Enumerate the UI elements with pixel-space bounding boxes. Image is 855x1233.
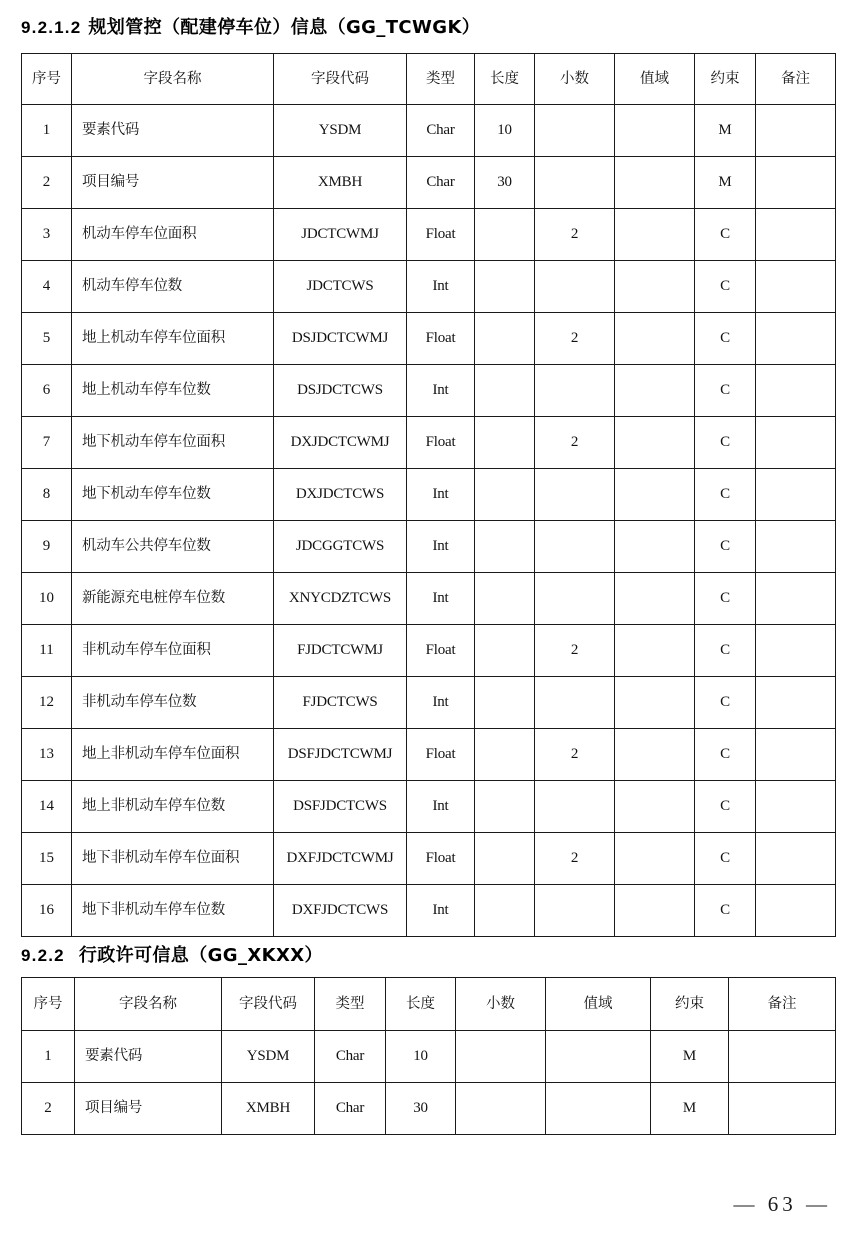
cell-length: [475, 885, 535, 937]
cell-type: Int: [407, 521, 475, 573]
spec-table-gg-xkxx: [21, 977, 836, 1135]
cell-length: 30: [386, 1083, 456, 1135]
cell-code: DXJDCTCWMJ: [274, 417, 407, 469]
cell-length: [475, 781, 535, 833]
cell-length: [475, 729, 535, 781]
cell-constraint: C: [695, 625, 756, 677]
cell-length: [475, 261, 535, 313]
cell-length: [475, 521, 535, 573]
cell-constraint: M: [695, 157, 756, 209]
cell-name: 地下非机动车停车位面积: [72, 833, 274, 885]
cell-constraint: C: [695, 729, 756, 781]
cell-name: 地上机动车停车位面积: [72, 313, 274, 365]
cell-domain: [615, 729, 695, 781]
cell-length: [475, 313, 535, 365]
cell-decimal: [535, 573, 615, 625]
col-header-domain: 值域: [615, 54, 695, 105]
table-row: [22, 573, 836, 625]
cell-remark: [756, 677, 836, 729]
cell-remark: [729, 1031, 836, 1083]
cell-domain: [615, 521, 695, 573]
table-row: [22, 1031, 836, 1083]
section-title: 规划管控（配建停车位）信息（GG_TCWGK）: [88, 17, 481, 38]
cell-length: [475, 833, 535, 885]
cell-seq: 6: [22, 365, 72, 417]
cell-name: 地下机动车停车位数: [72, 469, 274, 521]
cell-name: 要素代码: [75, 1031, 222, 1083]
cell-decimal: 2: [535, 417, 615, 469]
cell-decimal: 2: [535, 313, 615, 365]
cell-type: Float: [407, 833, 475, 885]
cell-constraint: C: [695, 313, 756, 365]
cell-type: Int: [407, 365, 475, 417]
cell-seq: 14: [22, 781, 72, 833]
cell-decimal: [535, 157, 615, 209]
cell-domain: [615, 209, 695, 261]
cell-type: Float: [407, 417, 475, 469]
cell-code: YSDM: [222, 1031, 315, 1083]
cell-type: Char: [315, 1031, 386, 1083]
cell-name: 项目编号: [72, 157, 274, 209]
cell-remark: [756, 833, 836, 885]
cell-remark: [756, 521, 836, 573]
cell-seq: 10: [22, 573, 72, 625]
table-row: [22, 261, 836, 313]
cell-seq: 13: [22, 729, 72, 781]
cell-name: 机动车停车位面积: [72, 209, 274, 261]
col-header-seq: 序号: [22, 978, 75, 1031]
cell-code: DXFJDCTCWS: [274, 885, 407, 937]
cell-length: [475, 625, 535, 677]
cell-constraint: C: [695, 833, 756, 885]
cell-code: DXJDCTCWS: [274, 469, 407, 521]
cell-decimal: [456, 1031, 546, 1083]
cell-code: DSFJDCTCWS: [274, 781, 407, 833]
cell-domain: [615, 417, 695, 469]
cell-remark: [756, 209, 836, 261]
cell-seq: 4: [22, 261, 72, 313]
cell-name: 非机动车停车位面积: [72, 625, 274, 677]
cell-code: JDCTCWMJ: [274, 209, 407, 261]
cell-remark: [756, 261, 836, 313]
cell-code: FJDCTCWS: [274, 677, 407, 729]
cell-domain: [615, 261, 695, 313]
cell-length: [475, 209, 535, 261]
cell-decimal: [456, 1083, 546, 1135]
cell-constraint: C: [695, 417, 756, 469]
cell-domain: [615, 833, 695, 885]
section-title: 行政许可信息（GG_XKXX）: [78, 945, 323, 966]
cell-decimal: [535, 105, 615, 157]
cell-remark: [756, 365, 836, 417]
col-header-decimal: 小数: [456, 978, 546, 1031]
cell-type: Float: [407, 729, 475, 781]
cell-decimal: [535, 677, 615, 729]
cell-decimal: [535, 469, 615, 521]
spec-table-gg-tcwgk: [21, 53, 836, 937]
cell-type: Char: [407, 105, 475, 157]
cell-remark: [756, 313, 836, 365]
cell-remark: [756, 573, 836, 625]
col-header-type: 类型: [315, 978, 386, 1031]
cell-type: Int: [407, 261, 475, 313]
cell-remark: [756, 105, 836, 157]
cell-code: DSJDCTCWMJ: [274, 313, 407, 365]
cell-decimal: 2: [535, 625, 615, 677]
table-row: [22, 833, 836, 885]
cell-code: DSJDCTCWS: [274, 365, 407, 417]
cell-type: Int: [407, 781, 475, 833]
col-header-constraint: 约束: [695, 54, 756, 105]
cell-remark: [756, 625, 836, 677]
table-row: [22, 313, 836, 365]
cell-decimal: 2: [535, 833, 615, 885]
col-header-remark: 备注: [756, 54, 836, 105]
col-header-length: 长度: [475, 54, 535, 105]
table-row: [22, 729, 836, 781]
cell-code: XMBH: [222, 1083, 315, 1135]
col-header-seq: 序号: [22, 54, 72, 105]
cell-type: Char: [315, 1083, 386, 1135]
cell-seq: 1: [22, 1031, 75, 1083]
cell-domain: [615, 677, 695, 729]
cell-constraint: C: [695, 573, 756, 625]
cell-name: 机动车公共停车位数: [72, 521, 274, 573]
cell-remark: [729, 1083, 836, 1135]
cell-name: 项目编号: [75, 1083, 222, 1135]
col-header-length: 长度: [386, 978, 456, 1031]
col-header-decimal: 小数: [535, 54, 615, 105]
cell-seq: 7: [22, 417, 72, 469]
cell-length: [475, 677, 535, 729]
cell-seq: 9: [22, 521, 72, 573]
cell-seq: 1: [22, 105, 72, 157]
cell-constraint: C: [695, 885, 756, 937]
cell-seq: 15: [22, 833, 72, 885]
col-header-type: 类型: [407, 54, 475, 105]
table-row: [22, 885, 836, 937]
cell-code: DXFJDCTCWMJ: [274, 833, 407, 885]
cell-length: [475, 417, 535, 469]
cell-code: JDCGGTCWS: [274, 521, 407, 573]
cell-decimal: [535, 885, 615, 937]
section-heading-9-2-2: [21, 941, 323, 967]
cell-constraint: M: [651, 1083, 729, 1135]
cell-name: 地上非机动车停车位面积: [72, 729, 274, 781]
cell-constraint: M: [695, 105, 756, 157]
cell-constraint: C: [695, 781, 756, 833]
cell-decimal: 2: [535, 729, 615, 781]
cell-length: [475, 365, 535, 417]
cell-name: 地下机动车停车位面积: [72, 417, 274, 469]
cell-decimal: [535, 781, 615, 833]
cell-type: Float: [407, 209, 475, 261]
cell-type: Char: [407, 157, 475, 209]
cell-domain: [615, 781, 695, 833]
table-header-row: [22, 54, 836, 105]
cell-type: Int: [407, 885, 475, 937]
cell-domain: [615, 573, 695, 625]
cell-remark: [756, 417, 836, 469]
cell-remark: [756, 469, 836, 521]
table-row: [22, 677, 836, 729]
cell-remark: [756, 885, 836, 937]
cell-seq: 12: [22, 677, 72, 729]
cell-decimal: [535, 521, 615, 573]
cell-code: XMBH: [274, 157, 407, 209]
cell-length: 10: [475, 105, 535, 157]
col-header-code: 字段代码: [274, 54, 407, 105]
cell-constraint: C: [695, 469, 756, 521]
cell-decimal: [535, 261, 615, 313]
cell-seq: 8: [22, 469, 72, 521]
table-row: [22, 417, 836, 469]
cell-type: Int: [407, 469, 475, 521]
cell-type: Int: [407, 573, 475, 625]
cell-domain: [615, 885, 695, 937]
col-header-constraint: 约束: [651, 978, 729, 1031]
cell-domain: [615, 365, 695, 417]
cell-type: Int: [407, 677, 475, 729]
cell-decimal: 2: [535, 209, 615, 261]
col-header-name: 字段名称: [75, 978, 222, 1031]
cell-code: FJDCTCWMJ: [274, 625, 407, 677]
cell-name: 地下非机动车停车位数: [72, 885, 274, 937]
table-row: [22, 157, 836, 209]
table-row: [22, 781, 836, 833]
col-header-domain: 值域: [546, 978, 651, 1031]
cell-constraint: C: [695, 365, 756, 417]
col-header-remark: 备注: [729, 978, 836, 1031]
table-row: [22, 365, 836, 417]
cell-name: 地上非机动车停车位数: [72, 781, 274, 833]
cell-remark: [756, 157, 836, 209]
cell-seq: 5: [22, 313, 72, 365]
cell-domain: [546, 1031, 651, 1083]
table-row: [22, 209, 836, 261]
section-number: 9.2.1.2: [21, 18, 82, 37]
cell-name: 机动车停车位数: [72, 261, 274, 313]
section-number: 9.2.2: [21, 946, 65, 965]
page-number-footer: — 63 —: [733, 1192, 831, 1216]
table-row: [22, 469, 836, 521]
section-heading-9-2-1-2: [21, 13, 480, 39]
col-header-code: 字段代码: [222, 978, 315, 1031]
cell-length: [475, 573, 535, 625]
cell-constraint: C: [695, 521, 756, 573]
table-row: [22, 625, 836, 677]
table-row: [22, 105, 836, 157]
cell-seq: 2: [22, 157, 72, 209]
cell-domain: [615, 157, 695, 209]
cell-type: Float: [407, 625, 475, 677]
cell-name: 地上机动车停车位数: [72, 365, 274, 417]
cell-length: [475, 469, 535, 521]
cell-name: 要素代码: [72, 105, 274, 157]
cell-length: 10: [386, 1031, 456, 1083]
cell-seq: 16: [22, 885, 72, 937]
cell-domain: [615, 469, 695, 521]
cell-domain: [615, 313, 695, 365]
cell-length: 30: [475, 157, 535, 209]
table-row: [22, 1083, 836, 1135]
cell-decimal: [535, 365, 615, 417]
cell-name: 非机动车停车位数: [72, 677, 274, 729]
table-row: [22, 521, 836, 573]
cell-seq: 11: [22, 625, 72, 677]
table-header-row: [22, 978, 836, 1031]
cell-constraint: M: [651, 1031, 729, 1083]
cell-remark: [756, 729, 836, 781]
cell-code: DSFJDCTCWMJ: [274, 729, 407, 781]
cell-name: 新能源充电桩停车位数: [72, 573, 274, 625]
cell-seq: 2: [22, 1083, 75, 1135]
col-header-name: 字段名称: [72, 54, 274, 105]
cell-remark: [756, 781, 836, 833]
cell-domain: [615, 105, 695, 157]
cell-constraint: C: [695, 261, 756, 313]
cell-constraint: C: [695, 209, 756, 261]
cell-domain: [615, 625, 695, 677]
cell-code: JDCTCWS: [274, 261, 407, 313]
cell-constraint: C: [695, 677, 756, 729]
cell-code: XNYCDZTCWS: [274, 573, 407, 625]
cell-seq: 3: [22, 209, 72, 261]
cell-type: Float: [407, 313, 475, 365]
cell-domain: [546, 1083, 651, 1135]
cell-code: YSDM: [274, 105, 407, 157]
